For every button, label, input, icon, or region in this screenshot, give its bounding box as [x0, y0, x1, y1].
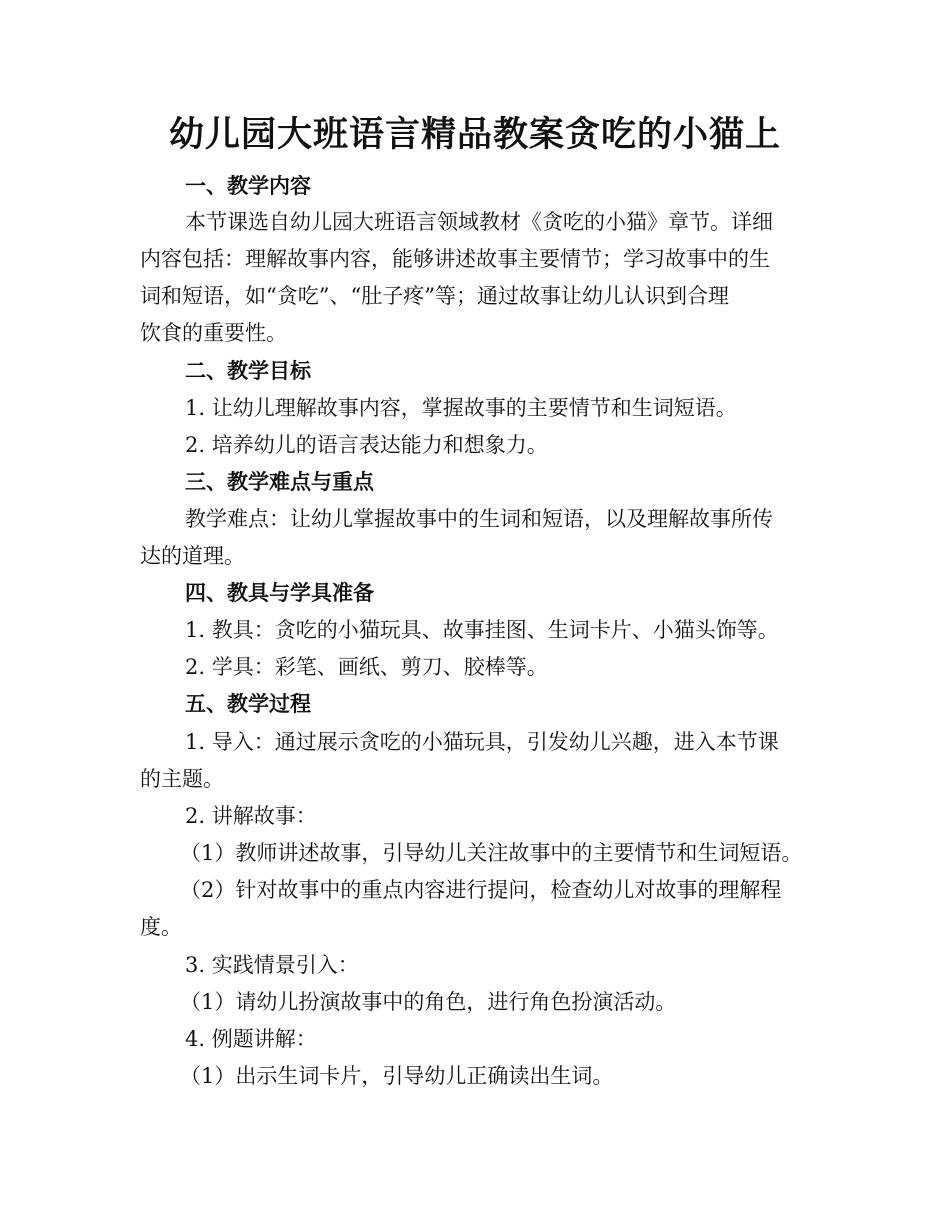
section-heading-process: 五、教学过程 [185, 691, 311, 716]
sub-list-item: （1）出示生词卡片，引导幼儿正确读出生词。 [180, 1064, 614, 1088]
paragraph-line: 的主题。 [140, 767, 224, 791]
paragraph-line: 度。 [140, 915, 182, 939]
list-item: 1. 教具：贪吃的小猫玩具、故事挂图、生词卡片、小猫头饰等。 [185, 618, 779, 642]
paragraph-line: 内容包括：理解故事内容，能够讲述故事主要情节；学习故事中的生 [140, 247, 770, 271]
section-heading-goals: 二、教学目标 [185, 358, 311, 383]
paragraph-line: 饮食的重要性。 [140, 321, 287, 345]
paragraph-line: 词和短语，如“贪吃”、“肚子疼”等；通过故事让幼儿认识到合理 [140, 284, 729, 308]
sub-list-item: （1）教师讲述故事，引导幼儿关注故事中的主要情节和生词短语。 [180, 841, 803, 865]
section-heading-materials: 四、教具与学具准备 [185, 580, 374, 605]
sub-list-item: （2）针对故事中的重点内容进行提问，检查幼儿对故事的理解程 [180, 878, 782, 902]
paragraph-line: 达的道理。 [140, 544, 245, 568]
list-item: 2. 学具：彩笔、画纸、剪刀、胶棒等。 [185, 655, 548, 679]
paragraph-line: 本节课选自幼儿园大班语言领域教材《贪吃的小猫》章节。详细 [185, 210, 773, 234]
paragraph-line: 教学难点：让幼儿掌握故事中的生词和短语，以及理解故事所传 [185, 507, 773, 531]
list-item: 4. 例题讲解： [185, 1027, 317, 1051]
sub-list-item: （1）请幼儿扮演故事中的角色，进行角色扮演活动。 [180, 990, 677, 1014]
list-item: 2. 培养幼儿的语言表达能力和想象力。 [185, 433, 548, 457]
list-item: 1. 让幼儿理解故事内容，掌握故事的主要情节和生词短语。 [185, 396, 737, 420]
list-item: 1. 导入：通过展示贪吃的小猫玩具，引发幼儿兴趣，进入本节课 [185, 730, 779, 754]
section-heading-difficulties: 三、教学难点与重点 [185, 469, 374, 494]
list-item: 3. 实践情景引入： [185, 953, 359, 977]
document-title: 幼儿园大班语言精品教案贪吃的小猫上 [168, 114, 781, 155]
list-item: 2. 讲解故事： [185, 804, 317, 828]
section-heading-content: 一、教学内容 [185, 173, 311, 198]
